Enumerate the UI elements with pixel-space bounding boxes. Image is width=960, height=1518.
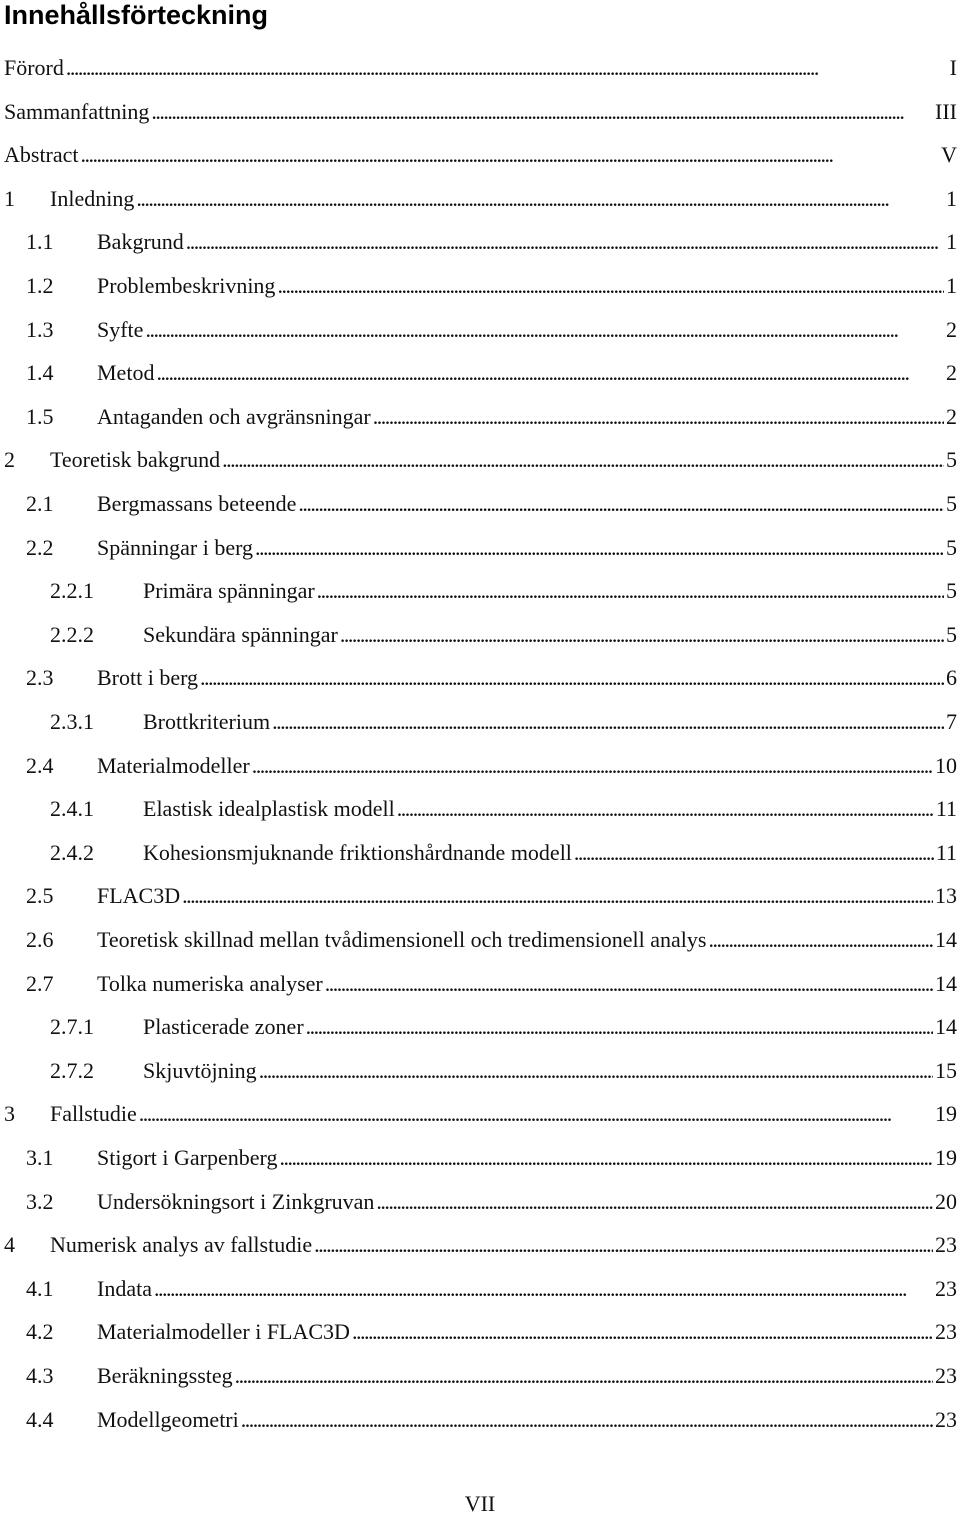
toc-entry-title: Skjuvtöjning xyxy=(143,1057,257,1083)
toc-entry-title: Fallstudie xyxy=(50,1101,137,1127)
toc-entry-number: 1.5 xyxy=(26,403,54,429)
toc-entry-number: 2.1 xyxy=(26,491,54,516)
toc-entry-title: FLAC3D xyxy=(97,883,181,909)
toc-entry-number: 2.7 xyxy=(26,970,54,996)
toc-entry-number: 2.3.1 xyxy=(50,709,94,734)
toc-entry[interactable] xyxy=(0,1011,960,1043)
toc-entry-title: Primära spänningar xyxy=(143,578,315,604)
toc-entry-title: Inledning xyxy=(50,185,135,211)
toc-entry[interactable] xyxy=(0,226,960,258)
toc-entry[interactable] xyxy=(0,357,960,389)
toc-entry[interactable] xyxy=(0,1055,960,1087)
toc-entry-page: 1 xyxy=(946,229,957,255)
toc-entry[interactable] xyxy=(0,488,960,520)
toc-entry-number: 2.7.2 xyxy=(50,1057,94,1083)
toc-entry-title: Förord xyxy=(4,55,64,80)
dot-leader xyxy=(397,793,934,825)
toc-entry-number: 1.2 xyxy=(26,273,54,298)
dot-leader xyxy=(145,314,944,346)
toc-entry-page: 13 xyxy=(935,883,957,909)
toc-entry-page: 2 xyxy=(946,403,957,429)
toc-entry[interactable] xyxy=(0,924,960,956)
dot-leader xyxy=(373,401,944,433)
dot-leader xyxy=(306,1011,933,1043)
dot-leader xyxy=(151,96,933,128)
toc-entry-page: 23 xyxy=(935,1275,957,1301)
toc-entry-page: 2 xyxy=(946,316,957,342)
toc-entry-number: 3.2 xyxy=(26,1188,54,1214)
toc-entry[interactable] xyxy=(0,1098,960,1130)
toc-entry-number: 4.3 xyxy=(26,1363,54,1388)
toc-entry[interactable] xyxy=(0,1316,960,1348)
toc-entry-number: 2 xyxy=(4,447,15,473)
toc-entry-title: Teoretisk skillnad mellan tvådimensionell och tredimensionell analys xyxy=(97,927,707,952)
page-number: VII xyxy=(464,1491,496,1516)
toc-entry-number: 1.1 xyxy=(26,229,54,255)
toc-entry-title: Antaganden och avgränsningar xyxy=(97,403,371,429)
toc-entry[interactable] xyxy=(0,1404,960,1436)
toc-entry-page: 20 xyxy=(935,1188,957,1214)
toc-entry-number: 1.3 xyxy=(26,316,54,342)
toc-entry[interactable] xyxy=(0,1142,960,1174)
toc-entry-page: 15 xyxy=(935,1057,957,1083)
toc-entry-page: 5 xyxy=(946,578,957,604)
toc-entry-title: Elastisk idealplastisk modell xyxy=(143,796,395,822)
dot-leader xyxy=(279,1142,933,1174)
toc-entry-page: 6 xyxy=(946,665,957,691)
toc-entry-number: 2.2.1 xyxy=(50,578,94,604)
toc-entry-number: 4.2 xyxy=(26,1319,54,1345)
toc-entry-page: V xyxy=(941,142,957,168)
dot-leader xyxy=(574,837,934,869)
toc-entry-page: 14 xyxy=(935,1014,957,1040)
dot-leader xyxy=(235,1360,933,1392)
dot-leader xyxy=(317,575,944,607)
toc-entry-title: Problembeskrivning xyxy=(97,273,276,298)
dot-leader xyxy=(154,1273,933,1305)
toc-entry-page: III xyxy=(935,98,957,124)
dot-leader xyxy=(241,1404,933,1436)
toc-entry-title: Materialmodeller xyxy=(97,752,250,778)
toc-entry-title: Abstract xyxy=(4,142,79,168)
dot-leader xyxy=(340,619,944,651)
dot-leader xyxy=(708,924,933,956)
toc-entry-title: Sammanfattning xyxy=(4,98,150,124)
dot-leader xyxy=(200,662,944,694)
toc-entry[interactable] xyxy=(0,96,960,128)
toc-entry-number: 2.2 xyxy=(26,534,54,560)
toc-entry-title: Brottkriterium xyxy=(143,709,271,734)
toc-heading: Innehållsförteckning xyxy=(4,0,269,30)
toc-entry[interactable] xyxy=(0,314,960,346)
toc-entry-title: Syfte xyxy=(97,316,144,342)
toc-entry-page: I xyxy=(949,55,957,80)
toc-entry-page: 14 xyxy=(935,970,957,996)
toc-entry-number: 4.1 xyxy=(26,1275,54,1301)
toc-entry[interactable] xyxy=(0,750,960,782)
toc-entry-number: 2.7.1 xyxy=(50,1014,94,1040)
toc-entry-title: Materialmodeller i FLAC3D xyxy=(97,1319,350,1345)
toc-entry-title: Beräkningssteg xyxy=(97,1363,233,1388)
dot-leader xyxy=(186,226,944,258)
toc-entry-number: 2.2.2 xyxy=(50,621,94,647)
toc-entry[interactable] xyxy=(0,662,960,694)
toc-entry-title: Bakgrund xyxy=(97,229,184,255)
toc-entry-page: 7 xyxy=(946,709,957,734)
toc-entry[interactable] xyxy=(0,793,960,825)
toc-entry-number: 1 xyxy=(4,185,15,211)
toc-entry-title: Undersökningsort i Zinkgruvan xyxy=(97,1188,375,1214)
toc-entry-page: 23 xyxy=(935,1319,957,1345)
toc-entry-title: Tolka numeriska analyser xyxy=(97,970,323,996)
toc-entry-title: Modellgeometri xyxy=(97,1406,239,1432)
dot-leader xyxy=(255,532,944,564)
toc-entry[interactable] xyxy=(0,1229,960,1261)
toc-entry[interactable] xyxy=(0,837,960,869)
toc-entry-page: 10 xyxy=(935,752,957,778)
dot-leader xyxy=(272,706,944,738)
dot-leader xyxy=(136,183,944,215)
toc-entry[interactable] xyxy=(0,270,960,302)
toc-entry[interactable] xyxy=(0,880,960,912)
toc-entry-page: 1 xyxy=(946,273,957,298)
toc-entry-number: 2.5 xyxy=(26,883,54,909)
toc-entry-number: 3 xyxy=(4,1101,15,1127)
dot-leader xyxy=(252,750,933,782)
toc-entry-page: 11 xyxy=(935,839,957,865)
toc-entry-page: 23 xyxy=(935,1232,957,1258)
dot-leader xyxy=(156,357,944,389)
dot-leader xyxy=(298,488,944,520)
toc-entry-title: Bergmassans beteende xyxy=(97,491,297,516)
toc-entry-title: Stigort i Garpenberg xyxy=(97,1145,278,1170)
toc-entry-page: 5 xyxy=(946,534,957,560)
dot-leader xyxy=(376,1186,933,1218)
toc-entry-title: Numerisk analys av fallstudie xyxy=(50,1232,313,1258)
toc-entry-page: 2 xyxy=(946,360,957,386)
toc-entry-page: 14 xyxy=(935,927,957,952)
toc-entry-page: 5 xyxy=(946,621,957,647)
dot-leader xyxy=(81,139,940,171)
dot-leader xyxy=(277,270,944,302)
toc-entry-number: 2.4.2 xyxy=(50,839,94,865)
toc-entry-number: 1.4 xyxy=(26,360,54,386)
dot-leader xyxy=(139,1098,933,1130)
toc-entry[interactable] xyxy=(0,52,960,84)
toc-entry-number: 4 xyxy=(4,1232,15,1258)
dot-leader xyxy=(222,444,944,476)
dot-leader xyxy=(314,1229,933,1261)
toc-entry-page: 19 xyxy=(935,1145,957,1170)
toc-entry-number: 2.6 xyxy=(26,927,54,952)
dot-leader xyxy=(259,1055,933,1087)
toc-entry-title: Indata xyxy=(97,1275,152,1301)
toc-entry-title: Sekundära spänningar xyxy=(143,621,338,647)
dot-leader xyxy=(66,52,948,84)
toc-entry[interactable] xyxy=(0,532,960,564)
toc-entry[interactable] xyxy=(0,139,960,171)
toc-entry-title: Metod xyxy=(97,360,155,386)
dot-leader xyxy=(352,1316,933,1348)
toc-entry[interactable] xyxy=(0,968,960,1000)
toc-entry-number: 2.3 xyxy=(26,665,54,691)
toc-entry[interactable] xyxy=(0,444,960,476)
toc-entry-title: Spänningar i berg xyxy=(97,534,254,560)
toc-entry-page: 1 xyxy=(946,185,957,211)
toc-entry[interactable] xyxy=(0,706,960,738)
toc-entry[interactable] xyxy=(0,1273,960,1305)
dot-leader xyxy=(182,880,933,912)
toc-entry-page: 5 xyxy=(946,447,957,473)
toc-entry-number: 3.1 xyxy=(26,1145,54,1170)
toc-entry-title: Plasticerade zoner xyxy=(143,1014,304,1040)
toc-entry-page: 23 xyxy=(935,1406,957,1432)
toc-entry-number: 4.4 xyxy=(26,1406,54,1432)
toc-entry-title: Kohesionsmjuknande friktionshårdnande modell xyxy=(143,839,572,865)
toc-entry-page: 23 xyxy=(935,1363,957,1388)
toc-entry-page: 5 xyxy=(946,491,957,516)
toc-entry-number: 2.4 xyxy=(26,752,54,778)
toc-entry[interactable] xyxy=(0,619,960,651)
toc-entry[interactable] xyxy=(0,1186,960,1218)
toc-entry-title: Teoretisk bakgrund xyxy=(50,447,221,473)
toc-entry-page: 19 xyxy=(935,1101,957,1127)
toc-entry-title: Brott i berg xyxy=(97,665,199,691)
toc-entry-number: 2.4.1 xyxy=(50,796,94,822)
dot-leader xyxy=(325,968,933,1000)
toc-entry[interactable] xyxy=(0,183,960,215)
toc-entry[interactable] xyxy=(0,575,960,607)
toc-entry[interactable] xyxy=(0,401,960,433)
toc-entry[interactable] xyxy=(0,1360,960,1392)
toc-entry-page: 11 xyxy=(935,796,957,822)
